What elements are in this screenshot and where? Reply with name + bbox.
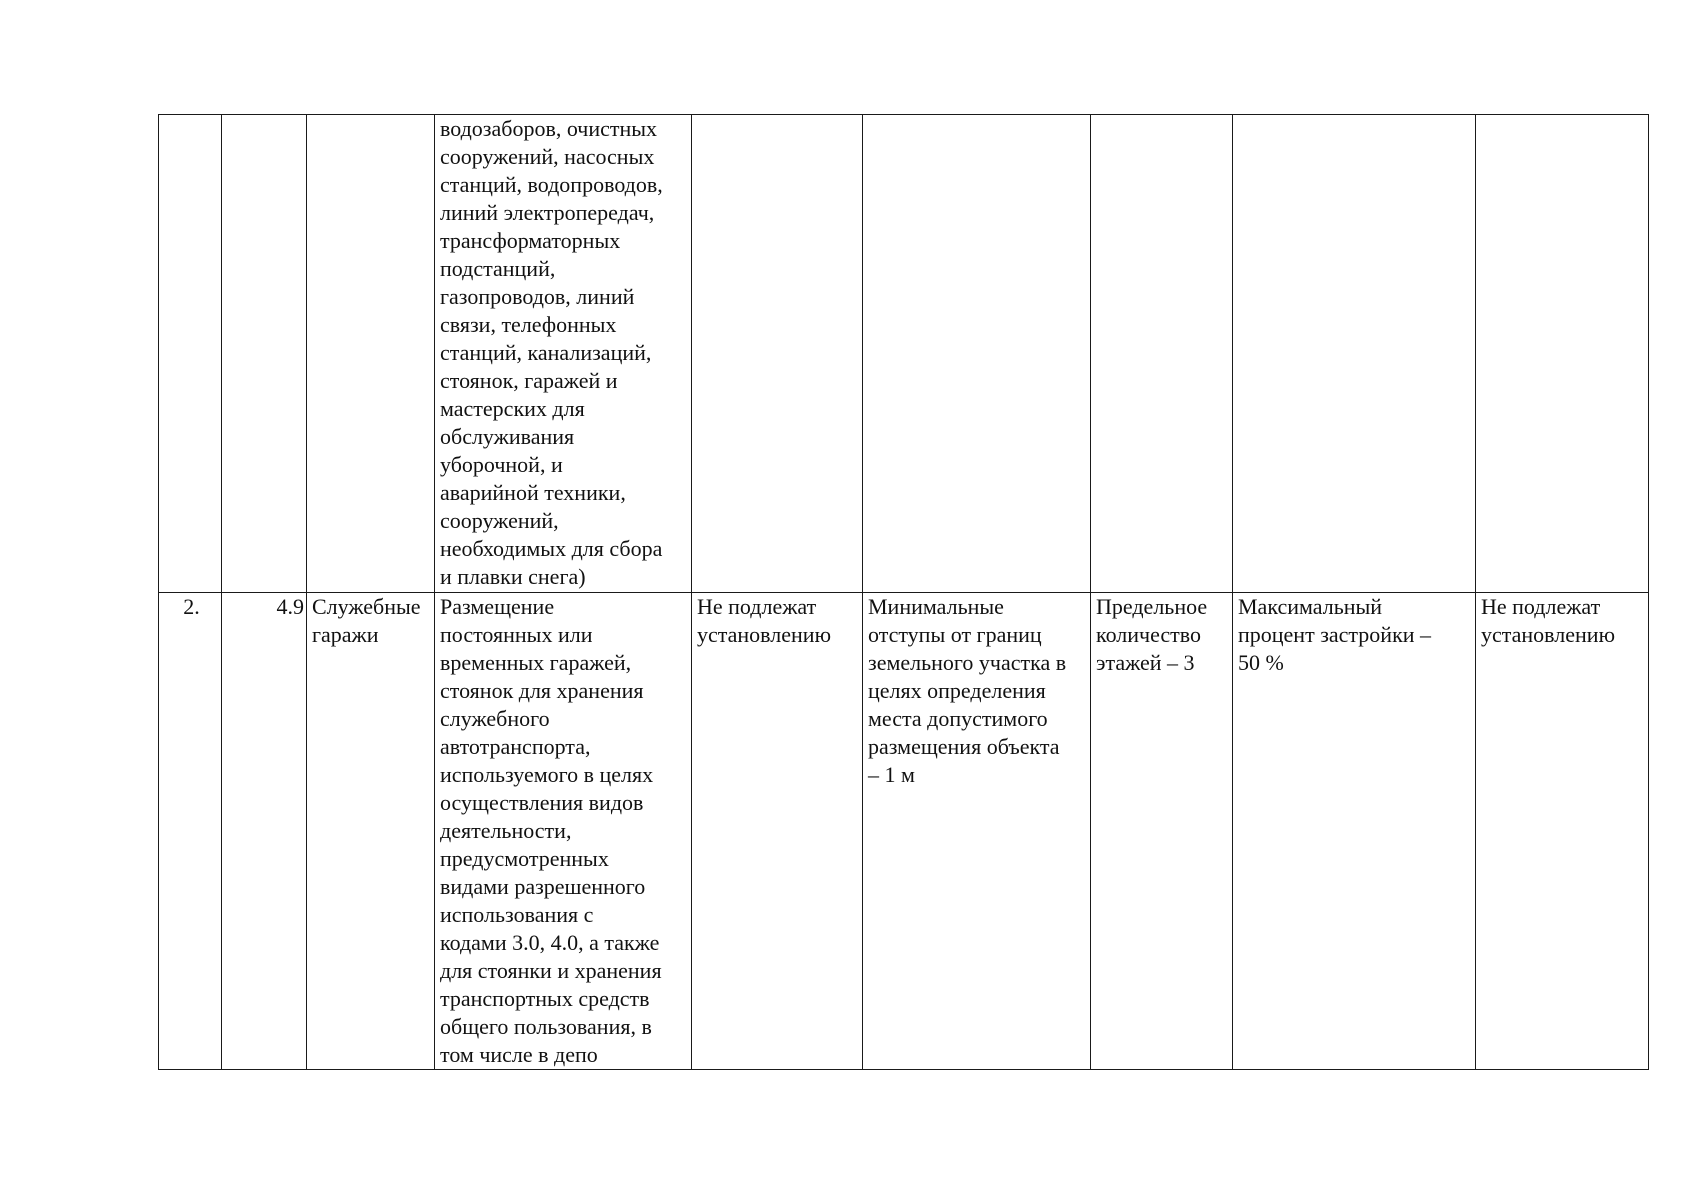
row-number-cell [159,115,222,593]
building-coverage-cell [1233,115,1476,593]
use-description-cell: Размещение постоянных или временных гаражей, стоянок для хранения служебного автотранспорта, используемого в целях осуществления видов деятельности, предусмотренных видами разрешенного использования с кодами 3.0, 4.0, а также для стоянки и хранения транспортных средств общего пользования, в том числе в депо [435,593,692,1070]
table-row [159,593,1649,1070]
building-coverage-cell: Максимальный процент застройки – 50 % [1233,593,1476,1070]
other-params-cell [1476,115,1649,593]
use-code-cell [222,115,307,593]
setback-cell [863,115,1091,593]
setback-cell: Минимальные отступы от границ земельного участка в целях определения места допустимого размещения объекта – 1 м [863,593,1091,1070]
use-code-cell: 4.9 [222,593,307,1070]
floors-limit-cell: Предельное количество этажей – 3 [1091,593,1233,1070]
table-row [159,115,1649,593]
plot-size-cell [692,115,863,593]
plot-size-cell: Не подлежат установлению [692,593,863,1070]
use-description-cell: водозаборов, очистных сооружений, насосных станций, водопроводов, линий электропередач, трансформаторных подстанций, газопроводов, линий связи, телефонных станций, канализаций, стоянок, гаражей и мастерских для обслуживания уборочной, и аварийной техники, сооружений, необходимых для сбора и плавки снега) [435,115,692,593]
zoning-regulations-table [158,114,1649,1070]
row-number-cell: 2. [159,593,222,1070]
other-params-cell: Не подлежат установлению [1476,593,1649,1070]
floors-limit-cell [1091,115,1233,593]
use-name-cell: Служебные гаражи [307,593,435,1070]
use-name-cell [307,115,435,593]
